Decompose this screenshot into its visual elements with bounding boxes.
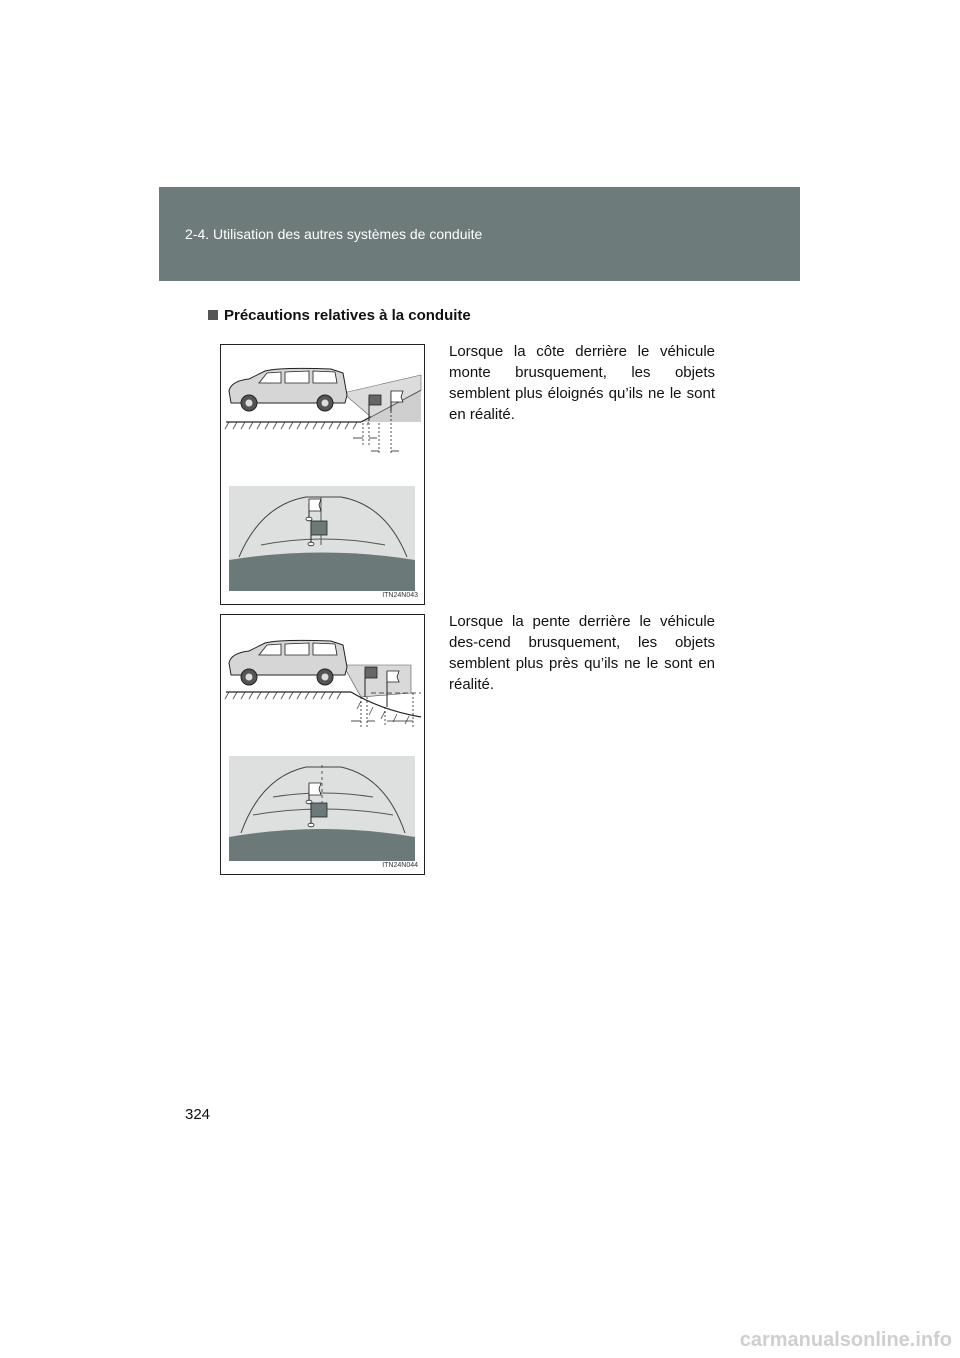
downhill-illustration	[221, 615, 426, 876]
uphill-illustration	[221, 345, 426, 606]
watermark: carmanualsonline.info	[739, 1329, 952, 1351]
section-heading-text: Précautions relatives à la conduite	[224, 307, 471, 324]
section-heading	[208, 307, 471, 324]
minivan-icon	[229, 640, 347, 685]
figure-downhill	[220, 614, 425, 875]
figure-code: ITN24N043	[382, 592, 418, 599]
heading-bullet-icon	[208, 310, 218, 320]
minivan-icon	[229, 368, 347, 411]
figure-code: ITN24N044	[382, 862, 418, 869]
page-number: 324	[185, 1106, 211, 1123]
figure-description-uphill: Lorsque la côte derrière le véhicule monte brusquement, les objets semblent plus éloignés qu’ils ne le sont en réalité.	[449, 343, 715, 423]
figure-description-downhill: Lorsque la pente derrière le véhicule des-cend brusquement, les objets semblent plus près qu’ils ne le sont en réalité.	[449, 613, 715, 693]
figure-uphill	[220, 344, 425, 605]
section-breadcrumb: 2-4. Utilisation des autres systèmes de conduite	[185, 226, 483, 242]
